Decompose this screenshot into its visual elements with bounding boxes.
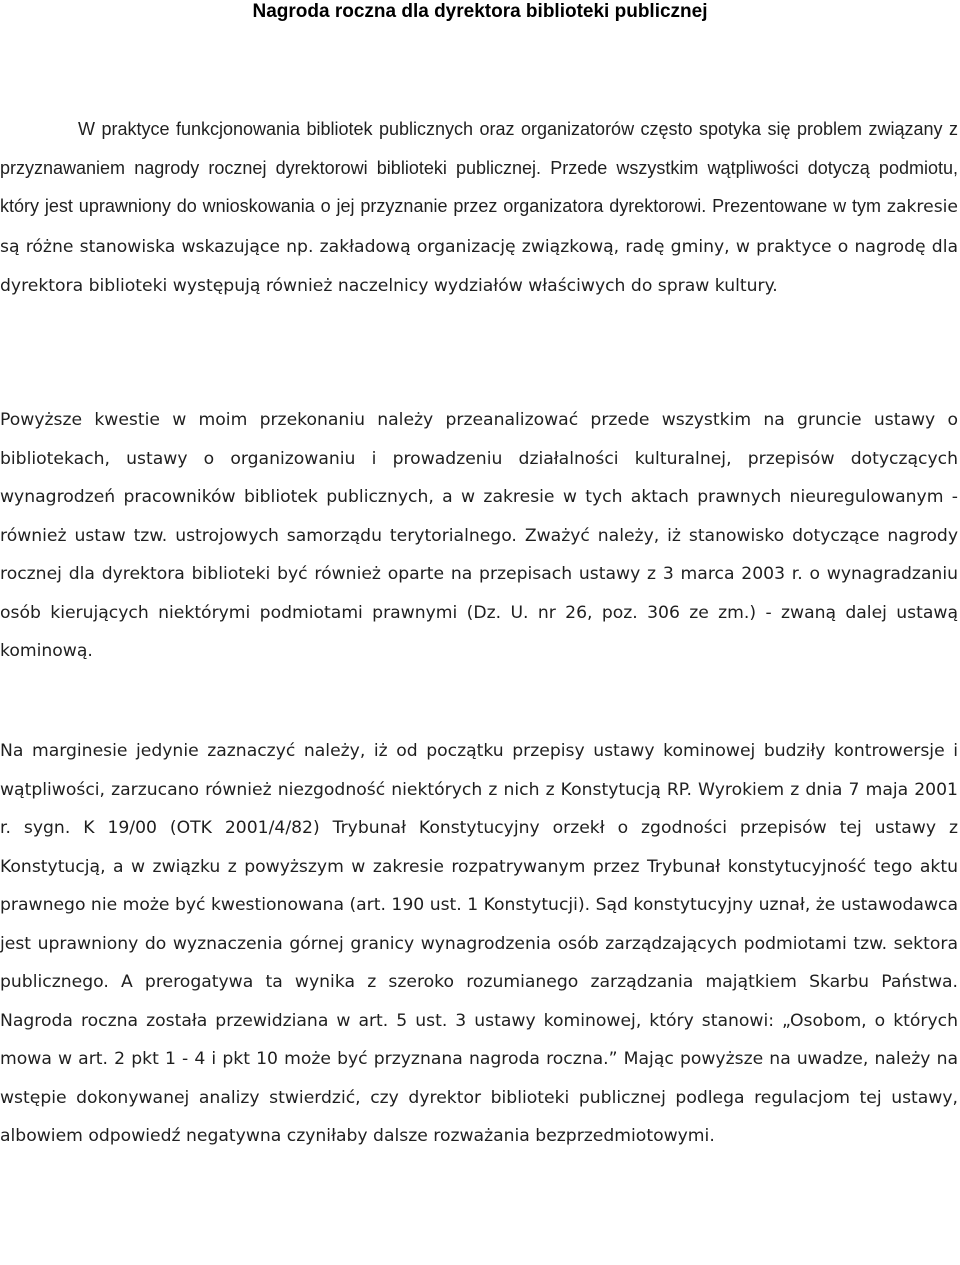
paragraph-3: Na marginesie jedynie zaznaczyć należy, iż od początku przepisy ustawy kominowej budziły kontrowersje i wątpliwości, zarzucano również niezgodność niektórych z nich z Konstytucją RP. Wyrokiem z dnia 7 maja 2001 r. sygn. K 19/00 (OTK 2001/4/82) Trybunał Konstytucyjny orzekł o zgodności przepisów tej ustawy z Konstytucją, a w związku z powyższym w zakresie rozpatrywanym przez Trybunał konstytucyjność tego aktu prawnego nie może być kwestionowana (art. 190 ust. 1 Konstytucji). Sąd konstytucyjny uznał, że ustawodawca jest uprawniony do wyznaczenia górnej granicy wynagrodzenia osób zarządzających podmiotami tzw. sektora publicznego. A prerogatywa ta wynika z szeroko rozumianego zarządzania majątkiem Skarbu Państwa. Nagroda roczna została przewidziana w art. 5 ust. 3 ustawy kominowej, który stanowi: „Osobom, o których mowa w art. 2 pkt 1 - 4 i pkt 10 może być przyznana nagroda roczna.” Mając powyższe na uwadze, należy na wstępie dokonywanej analizy stwierdzić, czy dyrektor biblioteki publicznej podlega regulacjom tej ustawy, albowiem odpowiedź negatywna czyniłaby dalsze rozważania bezprzedmiotowymi. (0, 741, 958, 1146)
document-title: Nagroda roczna dla dyrektora biblioteki publicznej (252, 1, 708, 22)
paragraph-2: Powyższe kwestie w moim przekonaniu należy przeanalizować przede wszystkim na gruncie ustawy o bibliotekach, ustawy o organizowaniu i prowadzeniu działalności kulturalnej, przepisów dotyczących wynagrodzeń pracowników bibliotek publicznych, a w zakresie w tych aktach prawnych nieuregulowanym - również ustaw tzw. ustrojowych samorządu terytorialnego. Zważyć należy, iż stanowisko dotyczące nagrody rocznej dla dyrektora biblioteki być również oparte na przepisach ustawy z 3 marca 2003 r. o wynagradzaniu osób kierujących niektórymi podmiotami prawnymi (Dz. U. nr 26, poz. 306 ze zm.) - zwaną dalej ustawą kominową. (0, 410, 958, 661)
paragraph-1-part-1: W praktyce funkcjonowania bibliotek publicznych oraz organizatorów często spotyka się problem związany z przyznawaniem nagrody rocznej dyrektorowi biblioteki publicznej. Przede wszystkim wątpliwości dotyczą podmiotu, który jest uprawniony do wnioskowania o jej przyznanie przez organizatora dyrektorowi. Prezentowane w tym (0, 119, 958, 216)
paragraph-1-part-2: zakresie są różne stanowiska wskazujące np. zakładową organizację związkową, radę gminy, w praktyce o nagrodę dla dyrektora biblioteki występują również naczelnicy wydziałów właściwych do spraw kultury. (0, 197, 958, 296)
paragraph-1 (0, 110, 958, 306)
